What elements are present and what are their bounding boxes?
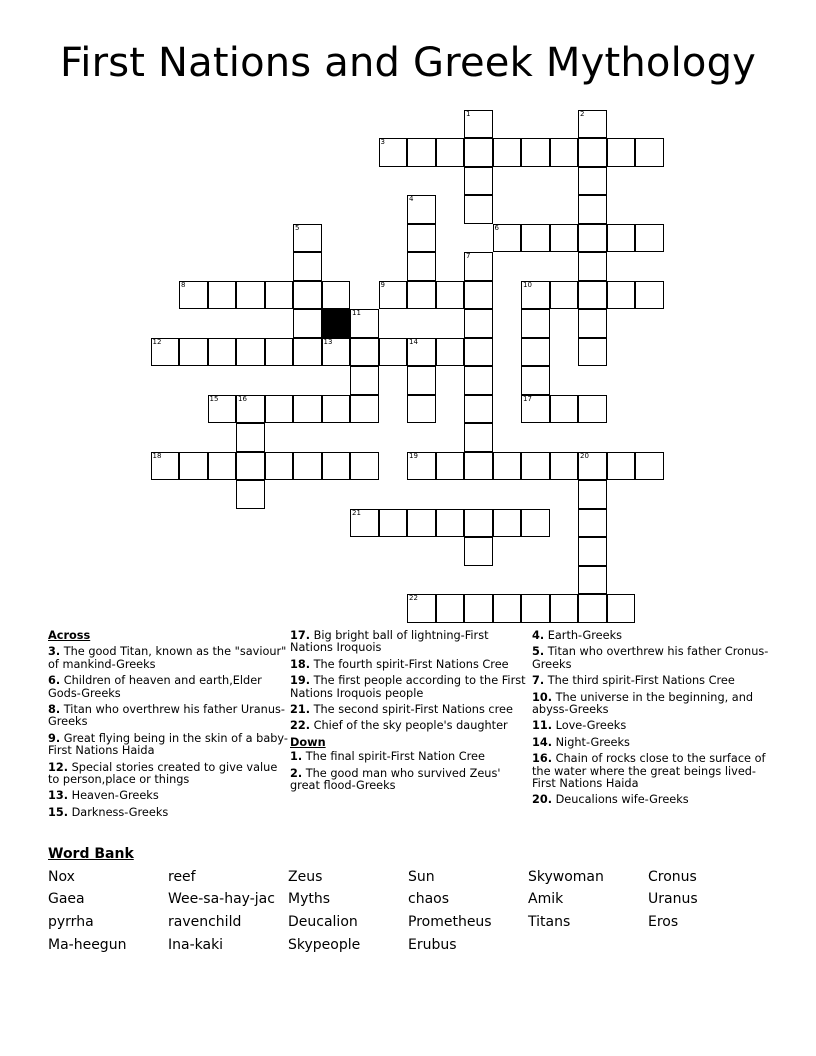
grid-cell[interactable] (151, 452, 180, 481)
grid-cell[interactable] (635, 138, 664, 167)
grid-cell[interactable] (578, 281, 607, 310)
clue-num: 17. (290, 629, 311, 642)
grid-cell[interactable] (293, 309, 322, 338)
clue-num: 18. (290, 657, 311, 671)
down-clue (532, 630, 772, 642)
grid-cell[interactable] (578, 138, 607, 167)
grid-cell[interactable] (635, 224, 664, 253)
grid-cell[interactable] (578, 167, 607, 196)
clue-text: The good man who survived Zeus' great flood-Greeks (290, 766, 501, 793)
clue-num: 14. (532, 735, 553, 749)
grid-cell[interactable] (464, 110, 493, 139)
down-clue (532, 794, 772, 806)
clue-text: Big bright ball of lightning-First Nations Iroquois (290, 629, 489, 655)
grid-cell[interactable] (635, 281, 664, 310)
clue-number: 17 (523, 394, 532, 403)
grid-cell[interactable] (607, 281, 636, 310)
down-clue (532, 692, 772, 717)
grid-cell[interactable] (436, 452, 465, 481)
word-bank-item: reef (168, 869, 196, 885)
word-bank-item: Wee-sa-hay-jac (168, 891, 275, 907)
clue-number: 16 (238, 394, 247, 403)
grid-cell[interactable] (464, 452, 493, 481)
grid-cell[interactable] (407, 224, 436, 253)
grid-cell[interactable] (436, 281, 465, 310)
grid-cell[interactable] (578, 594, 607, 623)
grid-cell[interactable] (322, 395, 351, 424)
clue-num: 20. (532, 793, 553, 807)
grid-cell[interactable] (293, 252, 322, 281)
clue-num: 10. (532, 690, 553, 704)
clue-text: The good Titan, known as the "saviour" of mankind-Greeks (48, 645, 287, 671)
grid-cell[interactable] (607, 138, 636, 167)
grid-cell[interactable] (464, 594, 493, 623)
clue-number: 21 (352, 508, 361, 517)
grid-cell[interactable] (550, 452, 579, 481)
across-clue (290, 704, 530, 716)
clue-num: 16. (532, 752, 553, 766)
clue-number: 2 (580, 109, 585, 118)
across-clue (48, 807, 288, 819)
clue-number: 14 (409, 337, 418, 346)
word-bank-item: Zeus (288, 869, 323, 885)
grid-cell[interactable] (493, 594, 522, 623)
clue-num: 1. (290, 750, 303, 764)
grid-cell[interactable] (521, 138, 550, 167)
grid-cell[interactable] (236, 281, 265, 310)
grid-cell[interactable] (493, 138, 522, 167)
clue-number: 5 (295, 223, 300, 232)
down-clue (532, 753, 772, 790)
clue-num: 7. (532, 674, 545, 688)
grid-cell[interactable] (208, 281, 237, 310)
grid-cell[interactable] (379, 281, 408, 310)
grid-cell[interactable] (407, 452, 436, 481)
clue-num: 2. (290, 766, 303, 780)
clue-text: The fourth spirit-First Nations Cree (310, 657, 509, 671)
grid-cell[interactable] (635, 452, 664, 481)
grid-cell[interactable] (236, 395, 265, 424)
grid-cell[interactable] (550, 224, 579, 253)
word-bank-item: pyrrha (48, 914, 94, 930)
clue-number: 6 (494, 223, 499, 232)
clue-text: The third spirit-First Nations Cree (544, 674, 735, 688)
grid-cell[interactable] (464, 195, 493, 224)
word-bank-item: Ma-heegun (48, 937, 127, 953)
word-bank-item: Titans (528, 914, 571, 930)
grid-cell[interactable] (436, 509, 465, 538)
clue-number: 9 (380, 280, 385, 289)
word-bank-item: Nox (48, 869, 75, 885)
clue-text: The final spirit-First Nation Cree (302, 750, 485, 764)
grid-cell[interactable] (436, 594, 465, 623)
grid-cell[interactable] (578, 338, 607, 367)
word-bank-item: Amik (528, 891, 564, 907)
clue-number: 12 (152, 337, 162, 346)
clue-number: 20 (580, 451, 589, 460)
grid-cell[interactable] (607, 452, 636, 481)
clue-num: 5. (532, 645, 545, 659)
grid-cell[interactable] (379, 338, 408, 367)
grid-cell[interactable] (407, 594, 436, 623)
grid-cell[interactable] (607, 224, 636, 253)
grid-cell[interactable] (350, 338, 379, 367)
clue-num: 15. (48, 805, 69, 819)
grid-cell[interactable] (578, 252, 607, 281)
clue-num: 8. (48, 703, 61, 717)
clue-number: 11 (352, 309, 361, 317)
grid-cell[interactable] (521, 366, 550, 395)
clue-text: Special stories created to give value to person,place or things (48, 760, 278, 787)
down-clue (532, 646, 772, 671)
clues-column-1 (48, 630, 288, 823)
down-clue (532, 675, 772, 687)
word-bank-item: Deucalion (288, 914, 358, 930)
grid-cell[interactable] (208, 452, 237, 481)
grid-cell[interactable] (179, 281, 208, 310)
grid-cell[interactable] (379, 138, 408, 167)
clue-text: The first people according to the First Nations Iroquois people (290, 674, 526, 700)
down-clue (290, 768, 530, 793)
grid-cell[interactable] (350, 452, 379, 481)
clue-text: The universe in the beginning, and abyss-Greeks (532, 690, 754, 717)
grid-cell[interactable] (208, 395, 237, 424)
clue-text: Children of heaven and earth,Elder Gods-Greeks (48, 674, 262, 700)
word-bank-item: Skywoman (528, 869, 604, 885)
word-bank-item: chaos (408, 891, 450, 907)
word-bank-item: Skypeople (288, 937, 361, 953)
clue-text: Titan who overthrew his father Cronus-Greeks (532, 645, 769, 671)
grid-cell[interactable] (236, 452, 265, 481)
grid-cell[interactable] (407, 252, 436, 281)
clues-column-3 (532, 630, 772, 811)
clue-text: Titan who overthrew his father Uranus-Greeks (48, 703, 285, 729)
clue-number: 22 (409, 594, 418, 602)
clue-text: Darkness-Greeks (68, 805, 169, 819)
grid-cell[interactable] (436, 338, 465, 367)
across-heading: Across (48, 629, 91, 642)
clue-num: 19. (290, 674, 311, 688)
word-bank-item: Eros (648, 914, 679, 930)
down-clue (290, 751, 530, 763)
grid-cell[interactable] (521, 395, 550, 424)
clue-number: 8 (181, 280, 186, 289)
grid-cell[interactable] (550, 594, 579, 623)
grid-cell[interactable] (578, 480, 607, 509)
grid-cell[interactable] (464, 252, 493, 281)
grid-cell[interactable] (407, 395, 436, 424)
grid-cell[interactable] (550, 395, 579, 424)
grid-cell[interactable] (265, 452, 294, 481)
grid-cell[interactable] (493, 224, 522, 253)
clues-column-2 (290, 630, 530, 796)
word-bank-item: Myths (288, 891, 331, 907)
grid-cell[interactable] (179, 338, 208, 367)
grid-cell[interactable] (350, 309, 379, 338)
across-clue (48, 704, 288, 729)
clue-num: 6. (48, 674, 61, 688)
down-clue (532, 737, 772, 749)
clue-text: Deucalions wife-Greeks (552, 793, 689, 807)
grid-cell[interactable] (322, 281, 351, 310)
word-bank-item: Gaea (48, 891, 85, 907)
word-bank-item: Erubus (408, 937, 457, 953)
grid-cell[interactable] (578, 224, 607, 253)
grid-cell[interactable] (407, 281, 436, 310)
grid-cell[interactable] (293, 395, 322, 424)
grid-cell[interactable] (521, 309, 550, 338)
across-clue (48, 762, 288, 787)
grid-cell[interactable] (464, 138, 493, 167)
word-bank-item: Uranus (648, 891, 698, 907)
clue-num: 12. (48, 760, 69, 774)
clue-number: 10 (523, 280, 532, 289)
word-bank-title: Word Bank (48, 846, 134, 862)
across-clue (48, 790, 288, 802)
grid-cell[interactable] (322, 338, 351, 367)
clue-text: Chain of rocks close to the surface of the water where the great beings lived-First Nations Haida (532, 752, 766, 791)
word-bank-item: Ina-kaki (168, 937, 224, 953)
clue-num: 21. (290, 703, 311, 717)
grid-cell[interactable] (236, 338, 265, 367)
clue-text: Earth-Greeks (544, 629, 623, 642)
clue-number: 3 (380, 138, 385, 146)
grid-cell[interactable] (464, 395, 493, 424)
grid-cell[interactable] (350, 509, 379, 538)
grid-cell[interactable] (464, 338, 493, 367)
grid-cell[interactable] (578, 309, 607, 338)
clue-number: 4 (409, 195, 414, 203)
clue-text: Night-Greeks (552, 735, 630, 749)
clue-num: 13. (48, 789, 69, 803)
clue-number: 7 (466, 252, 471, 260)
grid-cell[interactable] (265, 338, 294, 367)
grid-cell[interactable] (265, 395, 294, 424)
clue-number: 13 (323, 337, 333, 346)
grid-cell[interactable] (550, 281, 579, 310)
across-clue (290, 630, 530, 655)
across-clue (48, 675, 288, 700)
word-bank-item: ravenchild (168, 914, 242, 930)
grid-cell[interactable] (293, 452, 322, 481)
grid-cell[interactable] (578, 509, 607, 538)
grid-cell[interactable] (179, 452, 208, 481)
grid-cell[interactable] (550, 138, 579, 167)
grid-cell[interactable] (379, 509, 408, 538)
down-clue (532, 720, 772, 732)
grid-cell[interactable] (464, 423, 493, 452)
grid-cell[interactable] (151, 338, 180, 367)
grid-cell[interactable] (407, 509, 436, 538)
grid-cell[interactable] (407, 195, 436, 224)
word-bank-item: Prometheus (408, 914, 492, 930)
page-title: First Nations and Greek Mythology (59, 40, 757, 86)
grid-cell[interactable] (578, 566, 607, 595)
grid-cell[interactable] (464, 509, 493, 538)
grid-cell[interactable] (578, 452, 607, 481)
grid-cell[interactable] (464, 309, 493, 338)
across-clue (290, 675, 530, 700)
clue-num: 9. (48, 731, 61, 745)
word-bank-item: Sun (408, 869, 435, 885)
grid-cell[interactable] (521, 281, 550, 310)
clue-num: 3. (48, 645, 61, 659)
clue-text: Love-Greeks (552, 719, 627, 733)
grid-cell[interactable] (265, 281, 294, 310)
grid-cell[interactable] (293, 338, 322, 367)
clue-number: 18 (152, 451, 162, 460)
down-heading: Down (290, 735, 326, 749)
grid-cell[interactable] (407, 338, 436, 367)
clue-num: 4. (532, 629, 545, 642)
grid-cell[interactable] (521, 452, 550, 481)
grid-cell[interactable] (236, 480, 265, 509)
word-bank-item: Cronus (648, 869, 697, 885)
grid-cell[interactable] (464, 281, 493, 310)
across-clue (290, 659, 530, 671)
black-cell (322, 309, 351, 338)
grid-cell[interactable] (293, 224, 322, 253)
grid-cell[interactable] (350, 395, 379, 424)
clue-text: The second spirit-First Nations cree (310, 703, 513, 717)
grid-cell[interactable] (236, 423, 265, 452)
grid-cell[interactable] (493, 452, 522, 481)
grid-cell[interactable] (578, 195, 607, 224)
grid-cell[interactable] (521, 224, 550, 253)
grid-cell[interactable] (407, 366, 436, 395)
grid-cell[interactable] (521, 594, 550, 623)
grid-cell[interactable] (464, 167, 493, 196)
across-clue (48, 733, 288, 758)
across-clue (48, 646, 288, 671)
clue-number: 1 (466, 109, 471, 118)
clue-num: 11. (532, 719, 553, 733)
grid-cell[interactable] (493, 509, 522, 538)
grid-cell[interactable] (521, 338, 550, 367)
grid-cell[interactable] (578, 395, 607, 424)
grid-cell[interactable] (293, 281, 322, 310)
grid-cell[interactable] (521, 509, 550, 538)
across-clue (290, 720, 530, 732)
clue-number: 15 (209, 394, 219, 403)
clue-num: 22. (290, 719, 311, 733)
clue-text: Great flying being in the skin of a baby-First Nations Haida (48, 731, 288, 758)
grid-cell[interactable] (436, 138, 465, 167)
grid-cell[interactable] (322, 452, 351, 481)
grid-cell[interactable] (208, 338, 237, 367)
grid-cell[interactable] (578, 110, 607, 139)
grid-cell[interactable] (464, 366, 493, 395)
clue-text: Chief of the sky people's daughter (310, 719, 508, 733)
grid-cell[interactable] (607, 594, 636, 623)
grid-cell[interactable] (578, 537, 607, 566)
grid-cell[interactable] (350, 366, 379, 395)
grid-cell[interactable] (407, 138, 436, 167)
clue-number: 19 (409, 451, 418, 460)
clue-text: Heaven-Greeks (68, 789, 159, 803)
grid-cell[interactable] (464, 537, 493, 566)
